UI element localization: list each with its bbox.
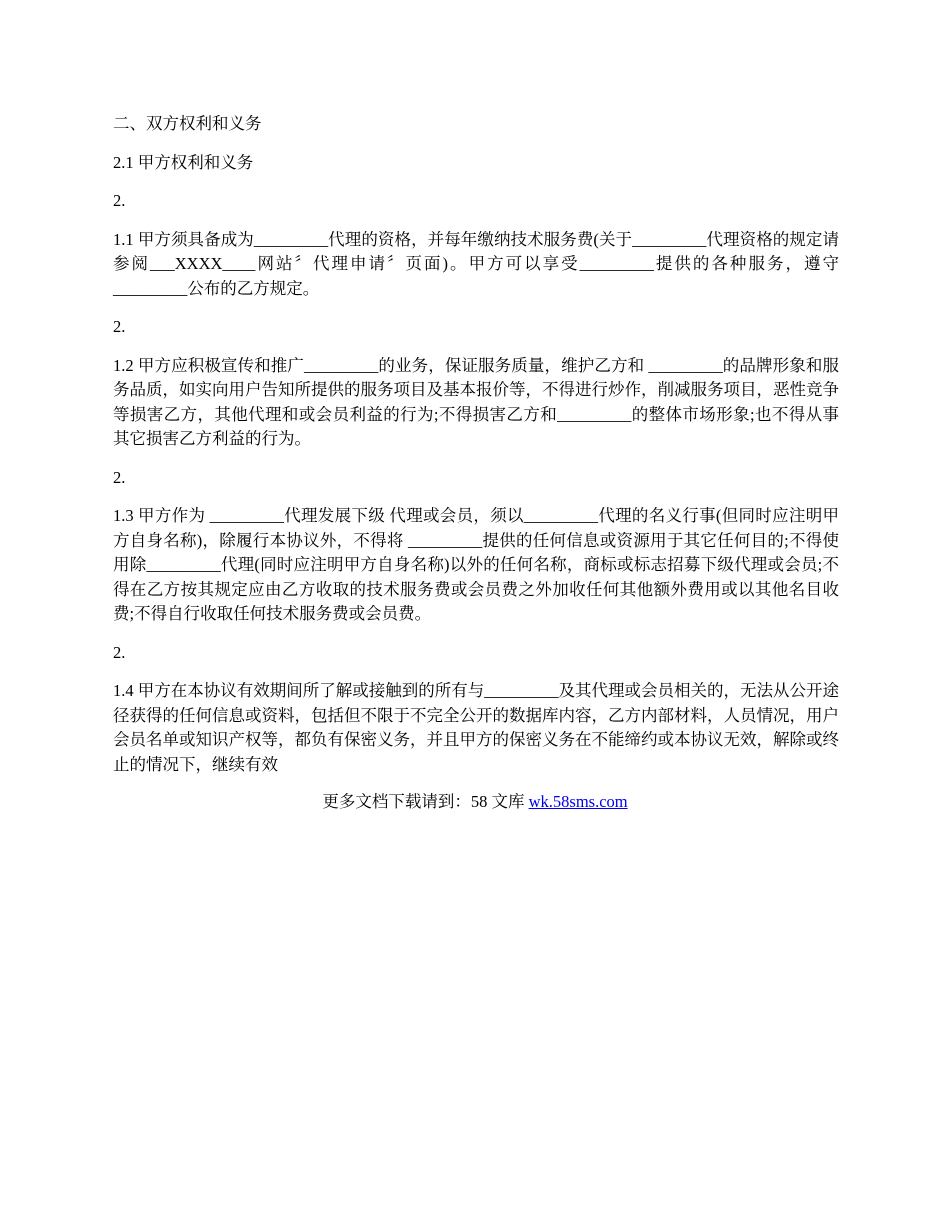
- clause-1-1: 1.1 甲方须具备成为_________代理的资格，并每年缴纳技术服务费(关于_________代理资格的规定请参阅___XXXX____网站〞代理申请〞页面)。甲方可以享受_________提供的各种服务，遵守_________公布的乙方规定。: [113, 229, 839, 298]
- clause-1-3: 1.3 甲方作为 _________代理发展下级 代理或会员，须以_________代理的名义行事(但同时应注明甲方自身名称)，除履行本协议外，不得将 _________提供的任何信息或资源用于其它任何目的;不得使用除_________代理(同时应注明甲方自身名称)以外的任何名称，商标或标志招募下级代理或会员;不得在乙方按其规定应由乙方收取的技术服务费或会员费之外加收任何其他额外费用或以其他名目收费;不得自行收取任何技术服务费或会员费。: [113, 506, 839, 623]
- section-heading: 二、双方权利和义务: [113, 114, 262, 133]
- subsection-heading: 2.1 甲方权利和义务: [113, 152, 254, 172]
- document-body: [113, 112, 839, 791]
- download-footer: [0, 790, 950, 814]
- clause-number: 2.: [113, 317, 126, 336]
- clause-1-2: 1.2 甲方应积极宣传和推广_________的业务，保证服务质量，维护乙方和 _________的品牌形象和服务品质，如实向用户告知所提供的服务项目及基本报价等，不得进行炒作，削减服务项目，恶性竞争等损害乙方，其他代理和或会员利益的行为;不得损害乙方和_________的整体市场形象;也不得从事其它损害乙方利益的行为。: [113, 355, 839, 448]
- clause-number: 2.: [113, 191, 126, 210]
- clause-number: 2.: [113, 467, 126, 487]
- clause-number: 2.: [113, 642, 126, 662]
- footer-link[interactable]: wk.58sms.com: [528, 792, 628, 811]
- clause-1-4: 1.4 甲方在本协议有效期间所了解或接触到的所有与_________及其代理或会员相关的，无法从公开途径获得的任何信息或资料，包括但不限于不完全公开的数据库内容，乙方内部材料，人员情况，用户会员名单或知识产权等，都负有保密义务，并且甲方的保密义务在不能缔约或本协议无效，解除或终止的情况下，继续有效: [113, 681, 839, 774]
- footer-prefix: 更多文档下载请到：58 文库: [322, 792, 529, 811]
